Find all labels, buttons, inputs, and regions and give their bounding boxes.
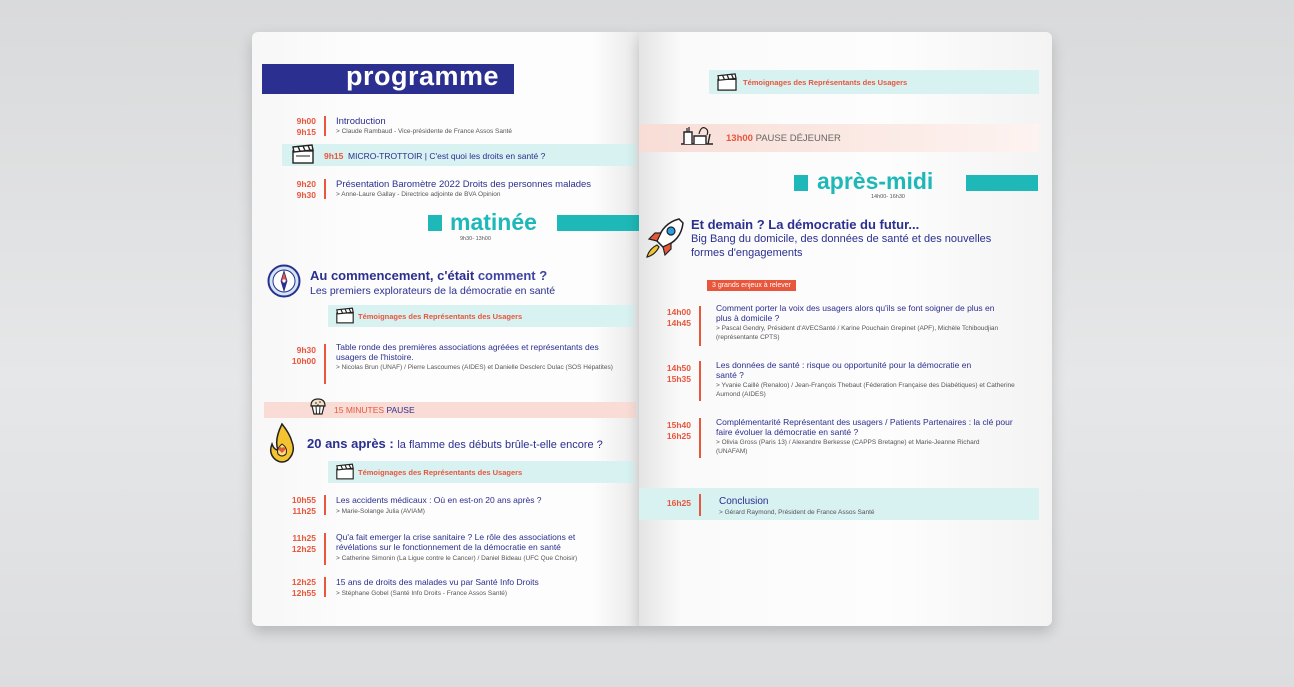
rocket-icon: [643, 215, 687, 261]
clapperboard-icon: [292, 144, 314, 164]
session-speakers: > Marie-Solange Julia (AVIAM): [336, 508, 425, 515]
section1-title-bold: Au commencement, c'était: [310, 268, 475, 283]
section2-title-light: la flamme des débuts brûle-t-elle encore ?: [397, 439, 603, 451]
session-title: Introduction: [336, 116, 386, 127]
session-title: Complémentarité Représentant des usagers / Patients Partenaires : la clé pour faire évoluer la démocratie en santé ?: [716, 417, 1013, 437]
micro-trottoir-label: MICRO-TROTTOIR | C'est quoi les droits en santé ?: [348, 151, 546, 161]
left-page: [252, 32, 639, 626]
session-speakers: > Nicolas Brun (UNAF) / Pierre Lascoumes (AIDES) et Danielle Desclerc Dulac (SOS Hépatites): [336, 364, 613, 371]
compass-icon: [267, 264, 301, 298]
apres-midi-title: après-midi: [817, 168, 934, 194]
pause-duration: 15 MINUTES: [334, 405, 385, 415]
apres-midi-bar-left: [794, 175, 808, 191]
time-start: 14h50: [666, 363, 691, 373]
flame-icon: [266, 422, 298, 464]
temoignages-label: Témoignages des Représentants des Usagers: [743, 78, 908, 87]
section2-title: [307, 436, 603, 451]
time-start: 10h55: [291, 495, 316, 505]
session-title: Les accidents médicaux : Où en est-on 20 ans après ?: [336, 495, 542, 505]
session-title: Les données de santé : risque ou opportunité pour la démocratie en santé ?: [716, 360, 972, 380]
enjeux-badge: 3 grands enjeux à relever: [707, 280, 796, 291]
lunch-time: 13h00: [726, 133, 753, 144]
time-end: 9h15: [296, 127, 316, 137]
time-start: 9h20: [296, 179, 316, 189]
section3-title: Et demain ? La démocratie du futur...: [691, 217, 920, 232]
session-title: 15 ans de droits des malades vu par Santé Info Droits: [336, 577, 539, 587]
clapperboard-icon: [717, 73, 737, 91]
session-speakers: > Catherine Simonin (La Ligue contre le Cancer) / Daniel Bideau (UFC Que Choisir): [336, 555, 578, 562]
muffin-icon: [308, 396, 328, 416]
conclusion-speaker: > Gérard Raymond, Président de France Assos Santé: [719, 509, 875, 516]
time-start: 9h00: [296, 116, 316, 126]
right-page: [639, 32, 1052, 626]
time-divider: [699, 418, 701, 458]
section1-subtitle: Les premiers explorateurs de la démocratie en santé: [310, 285, 556, 297]
time-divider: [324, 179, 326, 199]
matinee-bar-right: [557, 215, 639, 231]
section1-title: [310, 268, 547, 283]
conclusion-title: Conclusion: [719, 496, 769, 507]
time-end: 10h00: [291, 356, 316, 366]
session-title: Table ronde des premières associations agréées et représentants des usagers de l'histoire.: [336, 342, 599, 362]
time-end: 11h25: [292, 506, 316, 516]
time-start: 9h30: [296, 345, 316, 355]
session-speakers: > Claude Rambaud - Vice-présidente de France Assos Santé: [336, 128, 513, 135]
time-end: 9h30: [296, 190, 316, 200]
matinee-bar-left: [428, 215, 442, 231]
session-speakers: > Anne-Laure Gallay - Directrice adjointe de BVA Opinion: [336, 191, 501, 198]
time-end: 15h35: [666, 374, 691, 384]
time-divider: [324, 116, 326, 136]
clapperboard-icon: [336, 307, 354, 324]
lunch-word: PAUSE DÉJEUNER: [755, 133, 841, 144]
section2-title-bold: 20 ans après :: [307, 436, 394, 451]
micro-trottoir-time: 9h15: [324, 151, 344, 161]
time-end: 14h45: [666, 318, 691, 328]
temoignages-label: Témoignages des Représentants des Usagers: [358, 312, 523, 321]
section1-title-light: comment ?: [477, 268, 548, 283]
time-end: 16h25: [666, 431, 691, 441]
section3-subtitle: Big Bang du domicile, des données de santé et des nouvelles formes d'engagements: [691, 233, 992, 259]
session-speakers: > Stéphane Gobel (Santé Info Droits - France Assos Santé): [336, 590, 508, 597]
apres-midi-hours: 14h00- 16h30: [871, 194, 905, 200]
open-booklet: [252, 32, 1052, 628]
time-divider: [699, 306, 701, 346]
time-divider: [324, 495, 326, 515]
temoignages-label: Témoignages des Représentants des Usagers: [358, 468, 523, 477]
time-divider: [699, 494, 701, 516]
pause-word: PAUSE: [386, 405, 415, 415]
clapperboard-icon: [336, 463, 354, 480]
session-title: Qu'a fait emerger la crise sanitaire ? Le rôle des associations et révélations sur le fonctionnement de la démocratie en santé: [336, 532, 576, 552]
time-start: 15h40: [666, 420, 691, 430]
time-divider: [324, 533, 326, 565]
time-start: 14h00: [666, 307, 691, 317]
time-divider: [324, 577, 326, 597]
session-speakers: > Yvanie Caillé (Renaloo) / Jean-François Thebaut (Féderation Française des Diabétiques) et Catherine Aumond (AIDES): [716, 382, 1015, 398]
matinee-hours: 9h30- 13h00: [460, 236, 491, 242]
time-start: 12h25: [291, 577, 316, 587]
time-divider: [699, 361, 701, 401]
time-start: 11h25: [292, 533, 316, 543]
lunch-label: [726, 133, 841, 144]
session-speakers: > Olivia Gross (Paris 13) / Alexandre Berkesse (CAPPS Bretagne) et Marie-Jeanne Richard (UNAFAM): [716, 439, 980, 455]
programme-title: programme: [346, 61, 500, 91]
session-title: Présentation Baromètre 2022 Droits des personnes malades: [336, 179, 592, 190]
pause-label: [334, 405, 415, 415]
time-end: 12h25: [291, 544, 316, 554]
lunch-tray-icon: [679, 122, 715, 148]
session-speakers: > Pascal Gendry, Président d'AVECSanté / Karine Pouchain Grepinet (APF), Michèle Tchiboudjian (représentante CPTS): [716, 325, 999, 341]
matinee-title: matinée: [450, 209, 537, 235]
conclusion-time: 16h25: [666, 498, 691, 508]
time-divider: [324, 344, 326, 384]
session-title: Comment porter la voix des usagers alors qu'ils se font soigner de plus en plus à domicile ?: [716, 303, 995, 323]
time-end: 12h55: [291, 588, 316, 598]
apres-midi-bar-right: [966, 175, 1038, 191]
